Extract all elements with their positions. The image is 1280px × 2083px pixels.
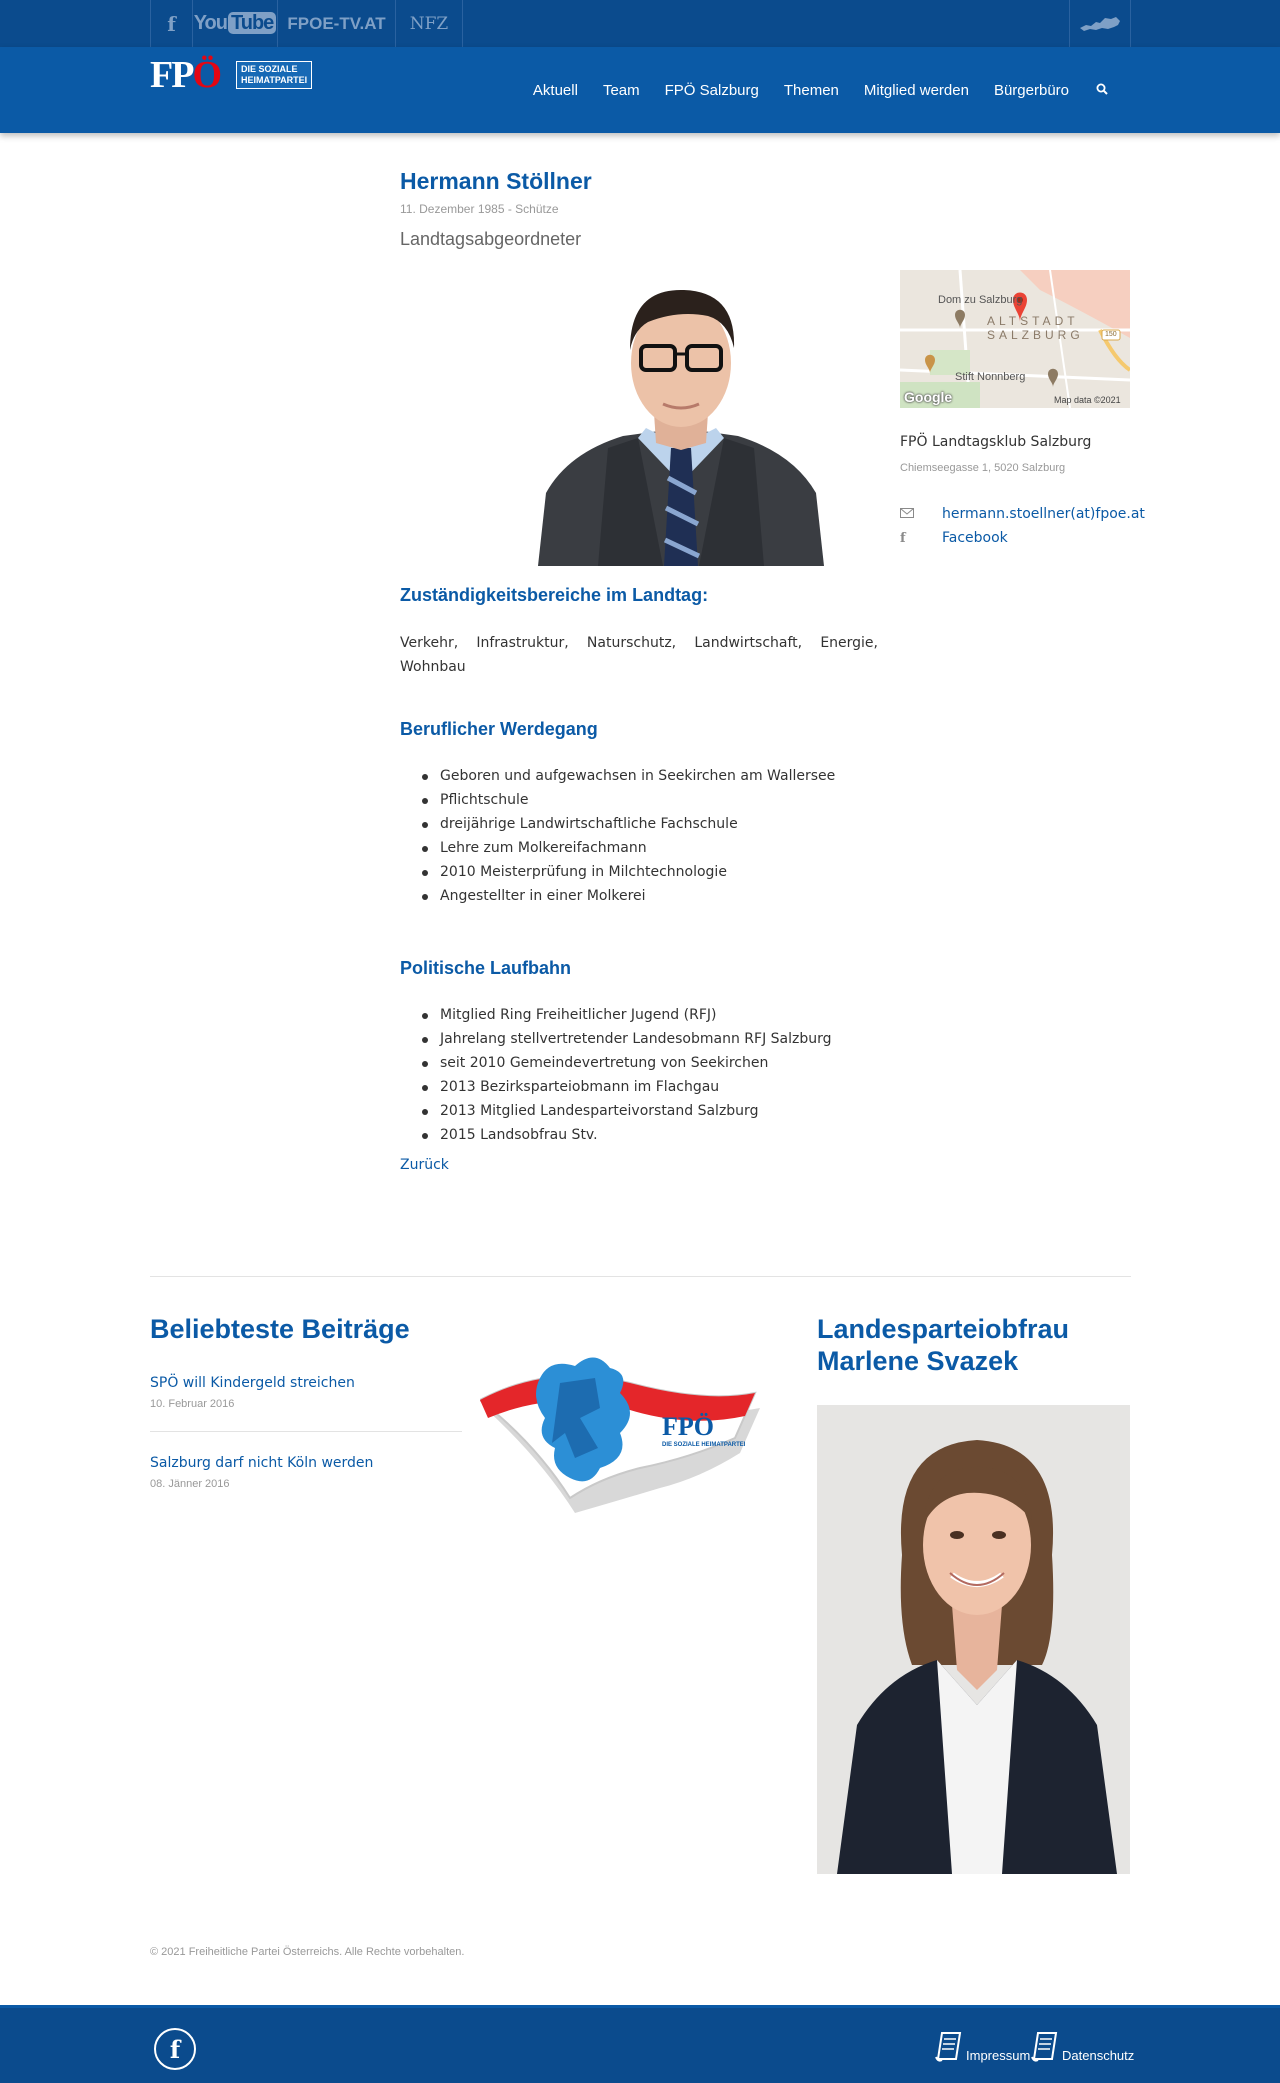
facebook-small-icon: f: [900, 530, 906, 546]
facebook-icon: f: [167, 11, 176, 36]
map-label-altstadt-1: ALTSTADT: [987, 314, 1079, 328]
document-icon: [934, 2031, 964, 2063]
leader-title-line-1: Landesparteiobfrau: [817, 1314, 1070, 1344]
werdegang-list: [420, 764, 880, 908]
austria-map-link[interactable]: [1069, 0, 1131, 47]
post-separator: [150, 1431, 462, 1432]
search-icon[interactable]: [1096, 83, 1108, 98]
social-top-bar: [0, 0, 1280, 47]
leader-title: [817, 1313, 1069, 1377]
nav-item-fpoe-salzburg[interactable]: FPÖ Salzburg: [664, 81, 759, 99]
flag-logo-text: FPÖ: [662, 1412, 714, 1441]
facebook-contact: [900, 530, 1008, 546]
austria-map-icon: [1078, 14, 1122, 34]
nav-item-aktuell[interactable]: Aktuell: [532, 81, 578, 99]
logo-letters: [150, 56, 220, 94]
logo-tagline-box: [236, 61, 312, 89]
map-label-dom: Dom zu Salzburg: [938, 294, 1023, 306]
logo-letter-o: Ö: [192, 54, 220, 96]
club-name: FPÖ Landtagsklub Salzburg: [900, 434, 1092, 450]
facebook-footer-icon[interactable]: f: [154, 2028, 196, 2070]
social-top-bar-inner: [150, 0, 1131, 47]
list-item: 2013 Bezirksparteiobmann im Flachgau: [420, 1075, 880, 1099]
map-label-altstadt-2: SALZBURG: [987, 328, 1084, 342]
map-label-nonnberg: Stift Nonnberg: [955, 371, 1026, 383]
popular-post-date-2: 08. Jänner 2016: [150, 1478, 230, 1490]
datenschutz-label: Datenschutz: [1062, 2048, 1135, 2063]
copyright-text: © 2021 Freiheitliche Partei Österreichs. Alle Rechte vorbehalten.: [150, 1946, 465, 1958]
facebook-link[interactable]: [150, 0, 192, 47]
map-data-attribution: Map data ©2021: [1054, 395, 1121, 405]
list-item: 2010 Meisterprüfung in Milchtechnologie: [420, 860, 880, 884]
person-birthdate: 11. Dezember 1985 - Schütze: [400, 202, 559, 216]
section-title-zustaendigkeit: Zuständigkeitsbereiche im Landtag:: [400, 585, 709, 605]
list-item: Jahrelang stellvertretender Landesobmann RFJ Salzburg: [420, 1027, 880, 1051]
popular-posts-title: Beliebteste Beiträge: [150, 1314, 410, 1344]
google-logo: Google: [904, 389, 953, 405]
youtube-you-text: You: [193, 12, 227, 34]
list-item: 2015 Landsobfrau Stv.: [420, 1123, 880, 1147]
leader-title-line-2: Marlene Svazek: [817, 1346, 1019, 1376]
section-title-laufbahn: Politische Laufbahn: [400, 958, 572, 978]
flag-logo-tagline: DIE SOZIALE HEIMATPARTEI: [662, 1442, 746, 1448]
impressum-link[interactable]: [934, 2029, 1030, 2063]
person-portrait: [538, 278, 824, 566]
main-nav: [508, 47, 1108, 133]
section-title-werdegang: Beruflicher Werdegang: [400, 719, 598, 739]
list-item: Geboren und aufgewachsen in Seekirchen am Wallersee: [420, 764, 880, 788]
datenschutz-link[interactable]: [1030, 2029, 1134, 2063]
impressum-label: Impressum: [966, 2048, 1031, 2063]
facebook-profile-link[interactable]: Facebook: [942, 530, 1008, 546]
popular-post-link-1[interactable]: SPÖ will Kindergeld streichen: [150, 1375, 355, 1391]
nav-item-themen[interactable]: Themen: [783, 81, 839, 99]
list-item: 2013 Mitglied Landesparteivorstand Salzburg: [420, 1099, 880, 1123]
list-item: dreijährige Landwirtschaftliche Fachschule: [420, 812, 880, 836]
fpoe-flag-logo: [480, 1318, 780, 1518]
nav-item-mitglied-werden[interactable]: Mitglied werden: [863, 81, 969, 99]
popular-post-link-2[interactable]: Salzburg darf nicht Köln werden: [150, 1455, 374, 1471]
email-link[interactable]: hermann.stoellner(at)fpoe.at: [942, 506, 1145, 522]
section-divider: [150, 1276, 1131, 1277]
document-icon: [1030, 2031, 1060, 2063]
list-item: Mitglied Ring Freiheitlicher Jugend (RFJ): [420, 1003, 880, 1027]
email-contact: [900, 506, 1145, 522]
nav-item-buergerbuero[interactable]: Bürgerbüro: [993, 81, 1069, 99]
list-item: Lehre zum Molkereifachmann: [420, 836, 880, 860]
youtube-link[interactable]: [192, 0, 277, 47]
fpoe-logo[interactable]: [150, 54, 312, 96]
fpoe-tv-link[interactable]: FPOE-TV.AT: [277, 0, 395, 47]
logo-tagline-line-1: DIE SOZIALE: [241, 64, 298, 74]
zustaendigkeit-text: Verkehr, Infrastruktur, Naturschutz, Landwirtschaft, Energie, Wohnbau: [400, 635, 878, 675]
location-map[interactable]: [900, 270, 1130, 408]
back-link[interactable]: Zurück: [400, 1157, 449, 1173]
club-address: Chiemseegasse 1, 5020 Salzburg: [900, 462, 1066, 474]
page-title: Hermann Stöllner: [400, 168, 592, 194]
youtube-tube-text: Tube: [228, 12, 276, 34]
youtube-icon: [194, 12, 277, 35]
list-item: Pflichtschule: [420, 788, 880, 812]
bottom-bar: [0, 2005, 1280, 2083]
main-header: [0, 47, 1280, 133]
laufbahn-list: [420, 1003, 880, 1147]
envelope-icon: [900, 507, 942, 522]
nav-item-team[interactable]: Team: [602, 81, 640, 99]
list-item: Angestellter in einer Molkerei: [420, 884, 880, 908]
nfz-link[interactable]: NFZ: [395, 0, 463, 47]
popular-post-date-1: 10. Februar 2016: [150, 1398, 235, 1410]
map-road-number: 150: [1105, 331, 1117, 338]
logo-letters-fp: FP: [150, 54, 193, 96]
list-item: seit 2010 Gemeindevertretung von Seekirchen: [420, 1051, 880, 1075]
leader-portrait: [817, 1405, 1130, 1874]
logo-tagline-line-2: HEIMATPARTEI: [241, 75, 308, 85]
person-role: Landtagsabgeordneter: [400, 229, 582, 249]
